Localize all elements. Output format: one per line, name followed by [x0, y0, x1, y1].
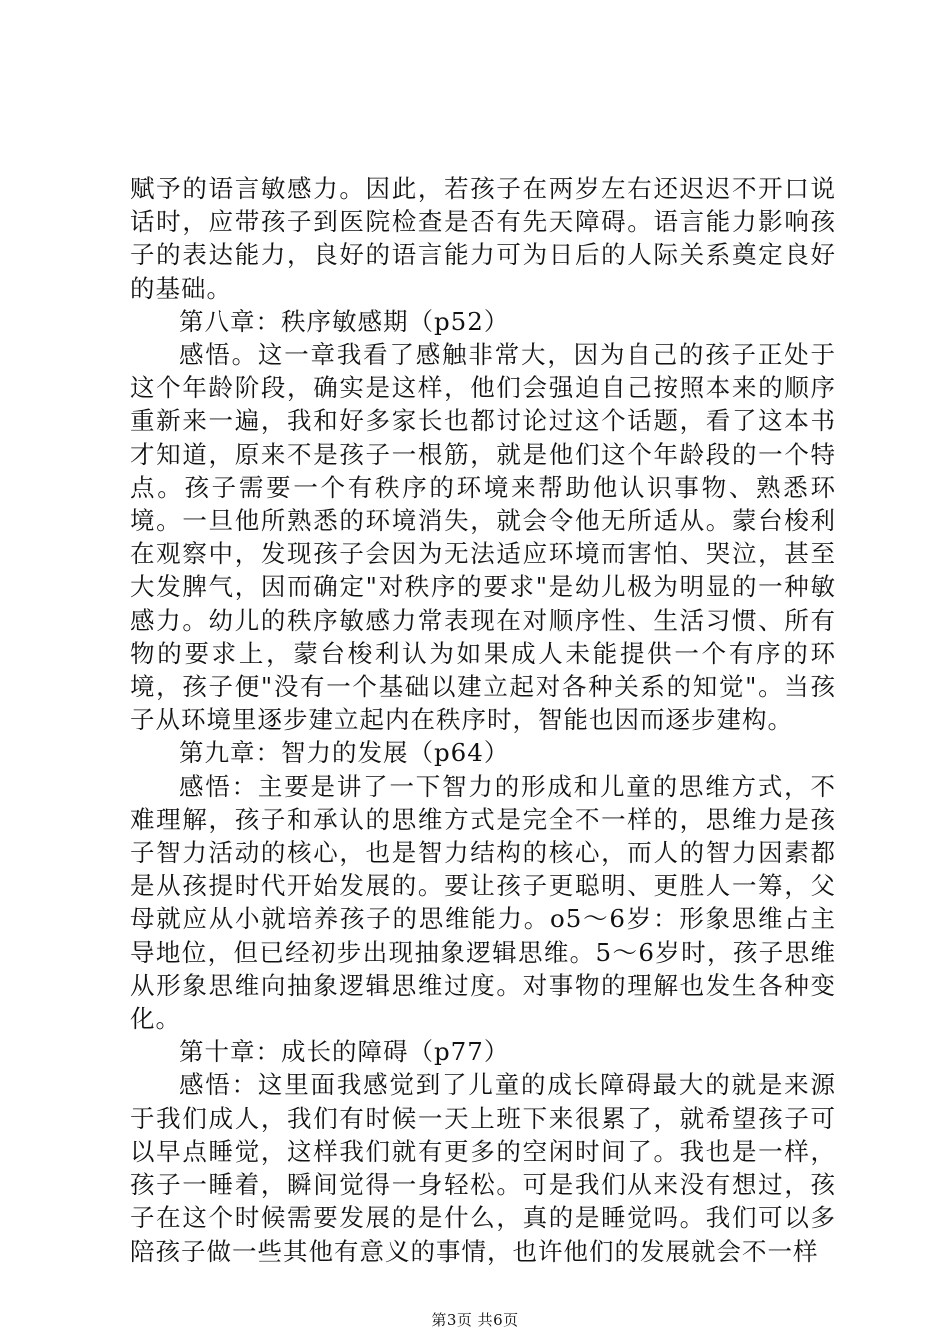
- paragraph-language-sensitivity: 赋予的语言敏感力。因此，若孩子在两岁左右还迟迟不开口说话时，应带孩子到医院检查是否有先天障碍。语言能力影响孩子的表达能力，良好的语言能力可为日后的人际关系奠定良好的基础。: [130, 174, 836, 303]
- document-body: [130, 172, 836, 1268]
- chapter-8-reflection: 感悟。这一章我看了感触非常大，因为自己的孩子正处于这个年龄阶段，确实是这样，他们会强迫自己按照本来的顺序重新来一遍，我和好多家长也都讨论过这个话题，看了这本书才知道，原来不是孩子一根筋，就是他们这个年龄段的一个特点。孩子需要一个有秩序的环境来帮助他认识事物、熟悉环境。一旦他所熟悉的环境消失，就会令他无所适从。蒙台梭利在观察中，发现孩子会因为无法适应环境而害怕、哭泣，甚至大发脾气，因而确定"对秩序的要求"是幼儿极为明显的一种敏感力。幼儿的秩序敏感力常表现在对顺序性、生活习惯、所有物的要求上，蒙台梭利认为如果成人未能提供一个有序的环境，孩子便"没有一个基础以建立起对各种关系的知觉"。当孩子从环境里逐步建立起内在秩序时，智能也因而逐步建构。: [130, 340, 836, 735]
- page-footer: 第3页 共6页: [431, 1311, 519, 1329]
- chapter-8-heading: 第八章：秩序敏感期（p52）: [179, 306, 510, 336]
- chapter-10-heading: 第十章：成长的障碍（p77）: [179, 1037, 510, 1067]
- chapter-10-reflection: 感悟：这里面我感觉到了儿童的成长障碍最大的就是来源于我们成人，我们有时候一天上班下来很累了，就希望孩子可以早点睡觉，这样我们就有更多的空闲时间了。我也是一样，孩子一睡着，瞬间觉得一身轻松。可是我们从来没有想过，孩子在这个时候需要发展的是什么，真的是睡觉吗。我们可以多陪孩子做一些其他有意义的事情，也许他们的发展就会不一样: [130, 1070, 836, 1266]
- chapter-9-heading: 第九章：智力的发展（p64）: [179, 738, 510, 768]
- chapter-9-reflection: 感悟：主要是讲了一下智力的形成和儿童的思维方式，不难理解，孩子和承认的思维方式是完全不一样的，思维力是孩子智力活动的核心，也是智力结构的核心，而人的智力因素都是从孩提时代开始发展的。要让孩子更聪明、更胜人一筹，父母就应从小就培养孩子的思维能力。o5～6岁：形象思维占主导地位，但已经初步出现抽象逻辑思维。5～6岁时，孩子思维从形象思维向抽象逻辑思维过度。对事物的理解也发生各种变化。: [130, 771, 836, 1034]
